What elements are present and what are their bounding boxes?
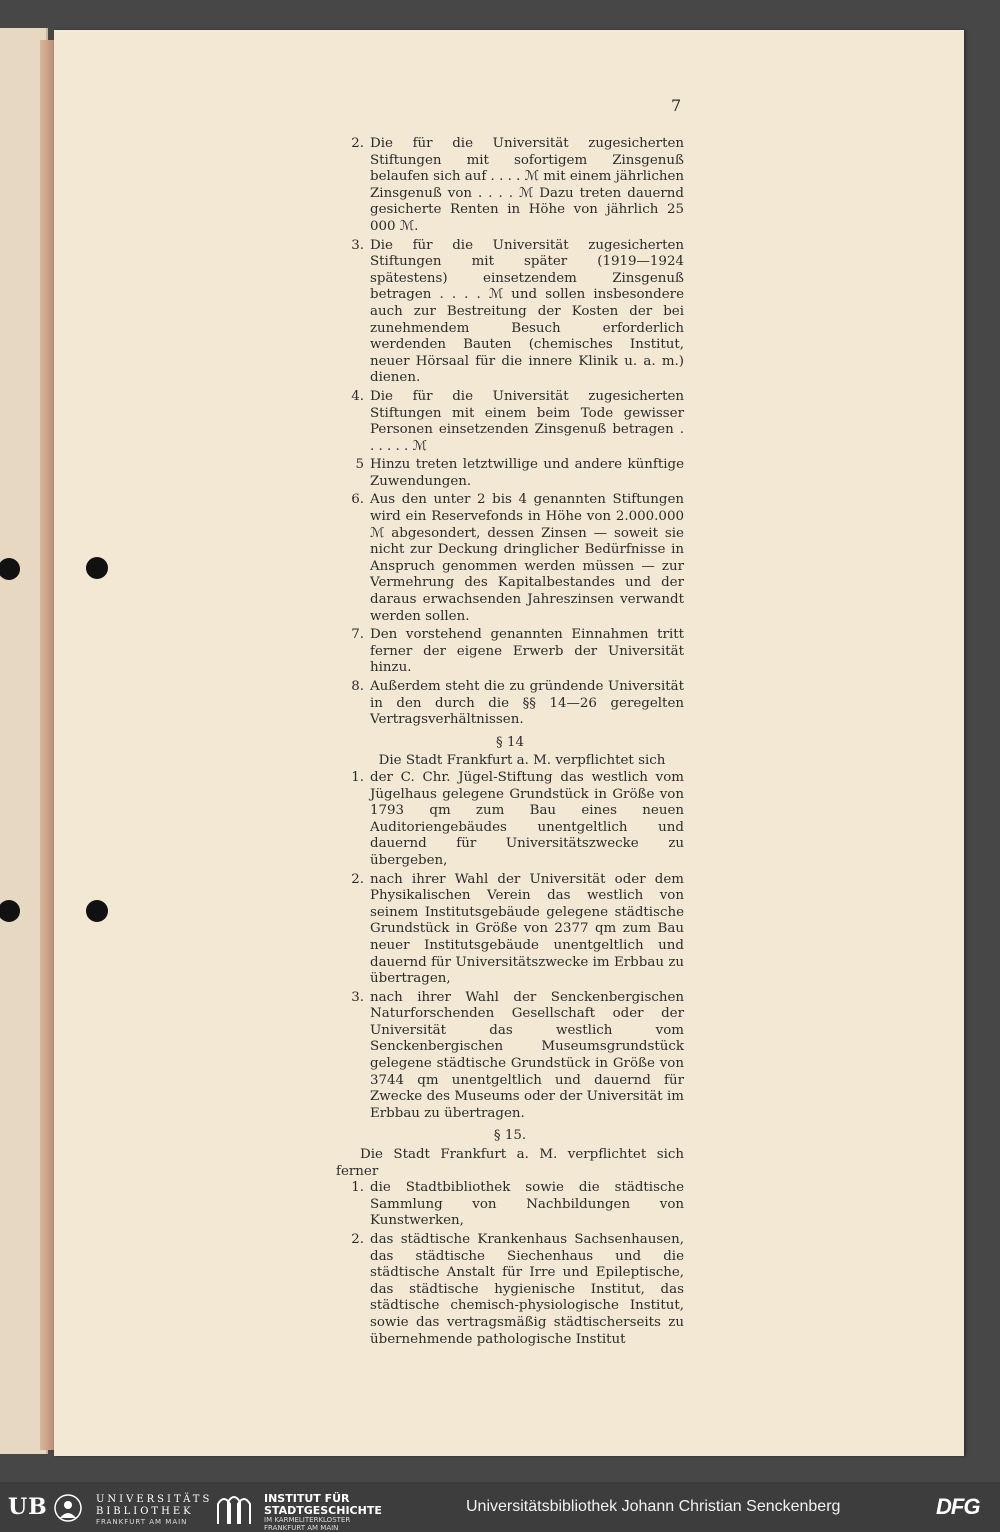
item-number: 2. <box>351 1232 364 1247</box>
section-14-intro: Die Stadt Frankfurt a. M. verpflichtet sich <box>378 753 666 769</box>
ub-mark: UB <box>8 1494 48 1520</box>
punch-hole <box>0 558 20 580</box>
page-number: 7 <box>671 96 682 115</box>
list-item <box>336 990 684 1123</box>
item-text: Den vorstehend genannten Einnahmen tritt ferner der eigene Erwerb der Universität hinzu. <box>370 627 684 676</box>
section-14-list <box>336 770 684 1122</box>
list-item <box>336 492 684 625</box>
item-text: Aus den unter 2 bis 4 genannten Stiftungen wird ein Reservefonds in Höhe von 2.000.000 ℳ abgesondert, dessen Zinsen — soweit sie nicht zur Deckung dringlicher Bedürfnisse in Anspruch genommen werden müssen — zur Vermehrung des Kapitalbestandes und der daraus erwachsenden Jahreszinsen verwandt werden sollen. <box>370 492 684 624</box>
footer-library-name[interactable]: Universitätsbibliothek Johann Christian Senckenberg <box>466 1498 841 1515</box>
list-item <box>336 136 684 236</box>
section-15-intro: Die Stadt Frankfurt a. M. verpflichtet sich ferner <box>336 1147 684 1179</box>
ub-logo[interactable] <box>8 1490 213 1526</box>
dfg-logo[interactable]: DFG <box>936 1494 980 1519</box>
ub-line2: BIBLIOTHEK <box>96 1506 194 1517</box>
list-item <box>336 770 684 870</box>
binding-edge <box>40 40 54 1450</box>
list-item <box>336 389 684 455</box>
ub-line1: UNIVERSITÄTS <box>96 1494 213 1505</box>
item-text: der C. Chr. Jügel-Stiftung das westlich vom Jügelhaus gelegene Grundstück in Größe von 1793 qm zum Bau eines neuen Auditoriengebäudes unentgeltlich und dauernd für Universitätszwecke zu übergeben, <box>370 769 684 868</box>
item-text: nach ihrer Wahl der Senckenbergischen Naturforschenden Gesellschaft oder der Universität das westlich vom Senckenbergischen Museumsgrundstück gelegene städtische Grundstück in Größe von 3744 qm unentgeltlich und dauernd für Zwecke des Museums oder der Universität im Erbbau zu übertragen. <box>370 989 684 1121</box>
list-item <box>336 872 684 988</box>
isg-logo[interactable] <box>214 1490 414 1532</box>
funding-list <box>336 136 684 729</box>
item-text: Die für die Universität zugesicherten Stiftungen mit sofortigem Zinsgenuß belaufen sich auf . . . . ℳ mit einem jährlichen Zinsgenuß von . . . . ℳ Dazu treten dauernd gesicherte Renten in Höhe von jährlich 25 000 ℳ. <box>370 136 684 234</box>
item-number: 2. <box>351 871 364 887</box>
item-text: das städtische Krankenhaus Sachsenhausen, das städtische Siechenhaus und die städtische Anstalt für Irre und Epileptische, das städtische hygienische Institut, das städtische chemisch-physiologische Institut, sowie das vertragsmäßig städtischerseits zu übernehmende pathologische Institut <box>370 1232 684 1347</box>
punch-hole <box>86 900 108 922</box>
isg-line1: INSTITUT FÜR <box>264 1492 350 1505</box>
item-number: 2. <box>351 136 364 151</box>
text-column <box>336 136 684 1350</box>
list-item <box>336 1180 684 1230</box>
list-item <box>336 1232 684 1348</box>
item-number: 3. <box>351 989 364 1005</box>
punch-hole <box>86 557 108 579</box>
item-number: 4. <box>351 388 364 404</box>
item-number: 8. <box>351 679 364 694</box>
punch-hole <box>0 900 20 922</box>
isg-arches-icon <box>214 1490 254 1526</box>
item-number: 7. <box>351 627 364 643</box>
list-item <box>336 627 684 677</box>
isg-line2: STADTGESCHICHTE <box>264 1504 382 1517</box>
isg-line4: FRANKFURT AM MAIN <box>264 1524 339 1532</box>
list-item <box>336 679 684 729</box>
ub-emblem-icon <box>48 1492 88 1524</box>
isg-line3: IM KARMELITERKLOSTER <box>264 1516 351 1524</box>
item-text: Die für die Universität zugesicherten Stiftungen mit später (1919—1924 spätestens) einsetzendem Zinsgenuß betragen . . . . ℳ und sollen insbesondere auch zur Bestreitung der Kosten der bei zunehmendem Besuch erforderlich werdenden Bauten (chemisches Institut, neuer Hörsaal für die innere Klinik u. a. m.) dienen. <box>370 237 684 386</box>
ub-line3: FRANKFURT AM MAIN <box>96 1518 188 1526</box>
item-number: 1. <box>351 769 364 785</box>
footer-bar <box>0 1482 1000 1532</box>
section-15-list <box>336 1180 684 1348</box>
list-item <box>336 238 684 387</box>
item-text: Die für die Universität zugesicherten Stiftungen mit einem beim Tode gewisser Personen einsetzenden Zinsgenuß betragen . . . . . . ℳ <box>370 388 684 454</box>
item-text: die Stadtbibliothek sowie die städtische Sammlung von Nachbildungen von Kunstwerken, <box>370 1180 684 1229</box>
list-item <box>336 457 684 490</box>
item-number: 6. <box>351 492 364 508</box>
item-text: Außerdem steht die zu gründende Universität in den durch die §§ 14—26 geregelten Vertragsverhältnissen. <box>370 679 684 728</box>
item-text: Hinzu treten letztwillige und andere künftige Zuwendungen. <box>370 457 684 489</box>
item-text: nach ihrer Wahl der Universität oder dem Physikalischen Verein das westlich von seinem Institutsgebäude gelegene städtische Grundstück in Größe von 2377 qm zum Bau neuer Institutsgebäude unentgeltlich und dauernd für Universitätszwecke im Erbbau zu übertragen, <box>370 871 684 987</box>
section-14-heading: § 14 <box>496 734 524 750</box>
section-15-heading: § 15. <box>493 1128 527 1144</box>
item-number: 1. <box>351 1180 364 1196</box>
item-number: 5 <box>355 457 364 473</box>
item-number: 3. <box>351 237 364 253</box>
